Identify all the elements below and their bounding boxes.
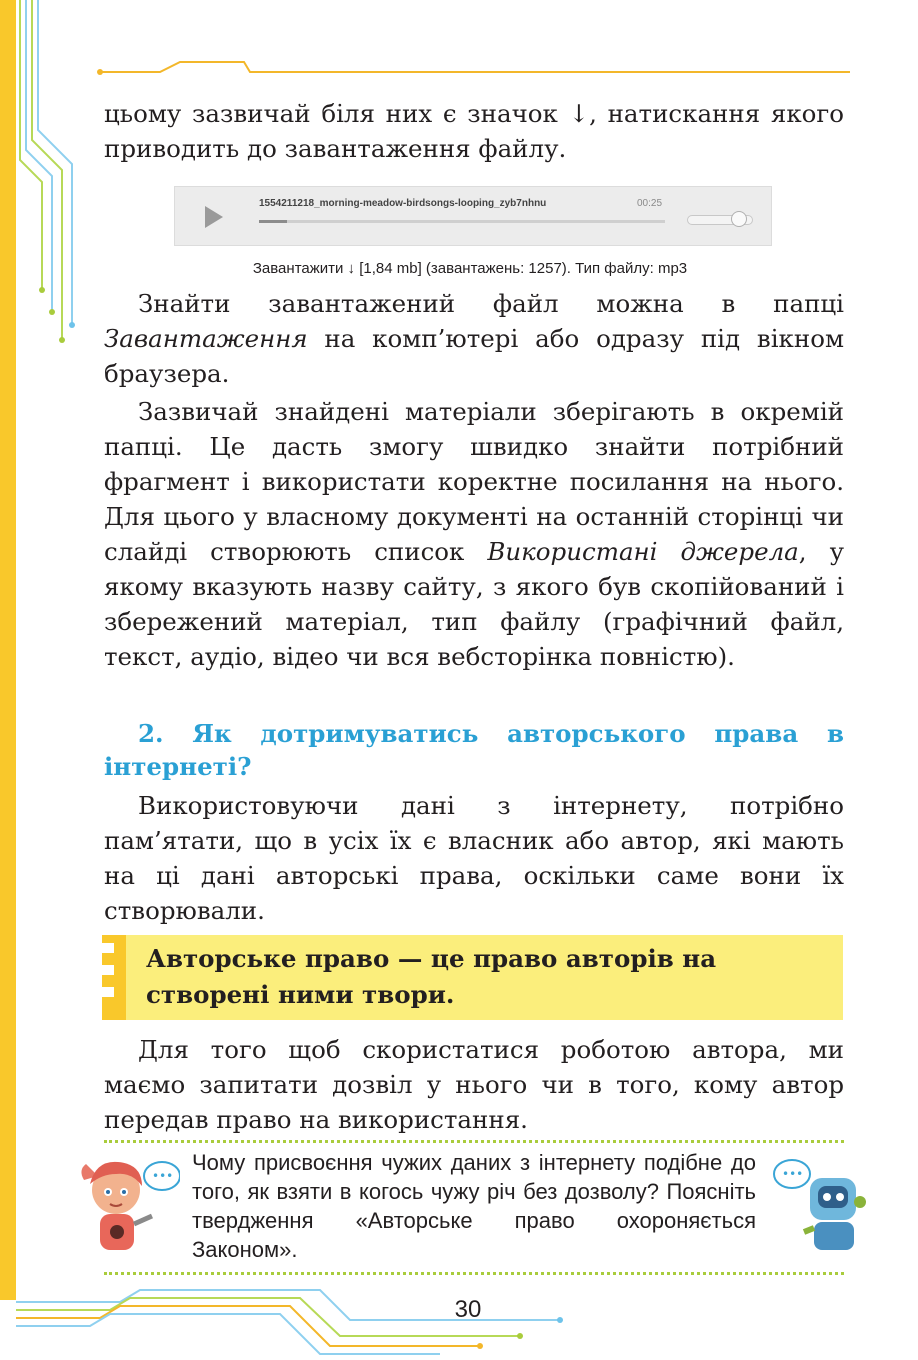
paragraph-find-text-c: на комп’ютері або одразу під вікном браузера.: [104, 324, 844, 388]
paragraph-save-materials: [104, 394, 844, 674]
paragraph-find-file: [104, 286, 844, 391]
audio-player: [174, 186, 772, 246]
folder-name-downloads: Завантаження: [104, 324, 308, 353]
girl-character-illustration: [76, 1150, 180, 1260]
svg-text:•••: •••: [152, 1169, 174, 1183]
paragraph-save-text-c: , у якому вказують назву сайту, з якого був скопійований і збережений матеріал, тип файлу (графічний файл, текст, аудіо, відео чи вся вебсторінка повністю).: [104, 537, 844, 671]
paragraph-intro: цьому зазвичай біля них є значок ↓, натискання якого приводить до завантаження файлу.: [104, 99, 844, 163]
page-number: 30: [454, 1296, 482, 1323]
paragraph-permission: Для того щоб скористатися роботою автора, ми маємо запитати дозвіл у нього чи в того, кому автор передав право на використання.: [104, 1035, 844, 1134]
list-name-sources: Використані джерела: [487, 537, 799, 566]
paragraph-find-text-a: Знайти завантажений файл можна в папці: [138, 289, 844, 318]
download-caption[interactable]: Завантажити ↓ [1,84 mb] (завантажень: 1257). Тип файлу: mp3: [252, 260, 688, 277]
track-time: 00:25: [637, 198, 663, 209]
divider-top: [104, 1140, 844, 1143]
progress-bar[interactable]: [259, 220, 665, 223]
robot-character-illustration: [770, 1150, 870, 1260]
definition-marker: [102, 935, 126, 1020]
track-name: 1554211218_morning-meadow-birdsongs-looping_zyb7nhnu: [259, 198, 547, 209]
definition-text: Авторське право — це право авторів на створені ними твори.: [146, 944, 717, 1009]
section-heading: 2. Як дотримуватись авторського права в інтернеті?: [104, 719, 844, 781]
question-text: Чому присвоєння чужих даних з інтернету подібне до того, як взяти в когось чужу річ без дозволу? Поясніть твердження «Авторське право охороняється Законом».: [192, 1150, 756, 1262]
paragraph-save-text-a: Зазвичай знайдені матеріали зберігають в окремій папці. Це дасть змогу швидко знайти потрібний фрагмент і використати коректне посилання на нього. Для цього у власному документі на останній сторінці чи слайді створюють список: [104, 397, 844, 566]
divider-bottom: [104, 1272, 844, 1275]
play-icon[interactable]: [205, 206, 223, 228]
definition-box: [102, 935, 843, 1020]
svg-text:•••: •••: [782, 1167, 804, 1181]
paragraph-owner: Використовуючи дані з інтернету, потрібно пам’ятати, що в усіх їх є власник або автор, які мають на ці дані авторські права, оскільки саме вони їх створювали.: [104, 791, 844, 925]
progress-fill: [259, 220, 287, 223]
